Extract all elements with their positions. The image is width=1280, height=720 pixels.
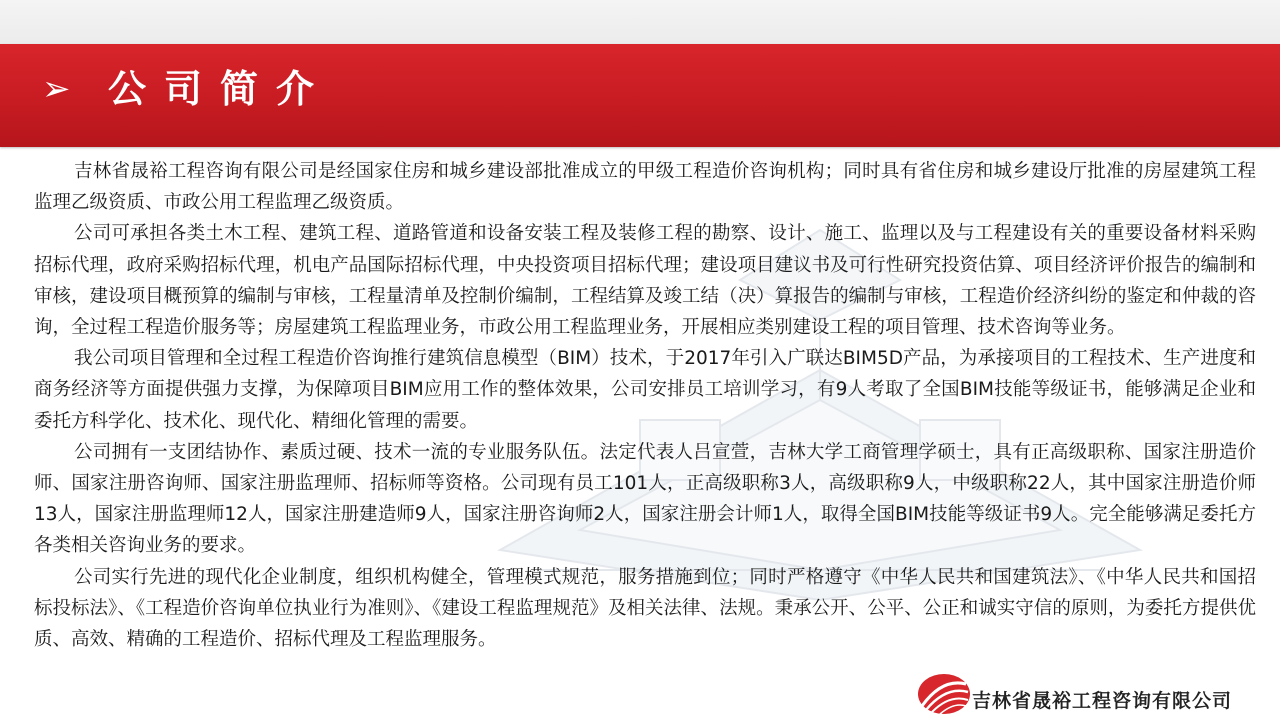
title-bar (0, 44, 1280, 147)
company-logo-icon (912, 672, 972, 716)
top-strip (0, 0, 1280, 44)
page-title: 公司简介 (108, 67, 333, 111)
paragraph-qualification: 吉林省晟裕工程咨询有限公司是经国家住房和城乡建设部批准成立的甲级工程造价咨询机构；同时具有省住房和城乡建设厅批准的房屋建筑工程监理乙级资质、市政公用工程监理乙级资质。 (34, 161, 1256, 214)
paragraph-business-scope: 公司可承担各类土木工程、建筑工程、道路管道和设备安装工程及装修工程的勘察、设计、施工、监理以及与工程建设有关的重要设备材料采购招标代理，政府采购招标代理，机电产品国际招标代理，中央投资项目招标代理；建设项目建议书及可行性研究投资估算、项目经济评价报告的编制和审核，建设项目概预算的编制与审核，工程量清单及控制价编制，工程结算及竣工结（决）算报告的编制与审核，工程造价经济纠纷的鉴定和仲裁的咨询，全过程工程造价服务等；房屋建筑工程监理业务，市政公用工程监理业务，开展相应类别建设工程的项目管理、技术咨询等业务。 (34, 223, 1256, 339)
paragraph-management: 公司实行先进的现代化企业制度，组织机构健全，管理模式规范，服务措施到位；同时严格遵守《中华人民共和国建筑法》、《中华人民共和国招标投标法》、《工程造价咨询单位执业行为准则》、《建设工程监理规范》及相关法律、法规。秉承公开、公平、公正和诚实守信的原则，为委托方提供优质、高效、精确的工程造价、招标代理及工程监理服务。 (34, 566, 1256, 651)
paragraph-team: 公司拥有一支团结协作、素质过硬、技术一流的专业服务队伍。法定代表人吕宣萱，吉林大学工商管理学硕士，具有正高级职称、国家注册造价师、国家注册咨询师、国家注册监理师、招标师等资格。公司现有员工101人，正高级职称3人，高级职称9人，中级职称22人，其中国家注册造价师 13人，国家注册监理师12人，国家注册建造师9人，国家注册咨询师2人，国家注册会计师1人，取得全国BIM技能等级证书9人。完全能够满足委托方各类相关咨询业务的要求。 (34, 441, 1256, 557)
arrow-bullet-icon: ➢ (42, 69, 71, 109)
company-intro-text (34, 156, 1256, 655)
footer-company-name: 吉林省晟裕工程咨询有限公司 (972, 690, 1233, 712)
paragraph-bim-technology: 我公司项目管理和全过程工程造价咨询推行建筑信息模型（BIM）技术，于2017年引入广联达BIM5D产品，为承接项目的工程技术、生产进度和商务经济等方面提供强力支撑，为保障项目BIM应用工作的整体效果，公司安排员工培训学习，有9人考取了全国BIM技能等级证书，能够满足企业和委托方科学化、技术化、现代化、精细化管理的需要。 (34, 348, 1256, 432)
